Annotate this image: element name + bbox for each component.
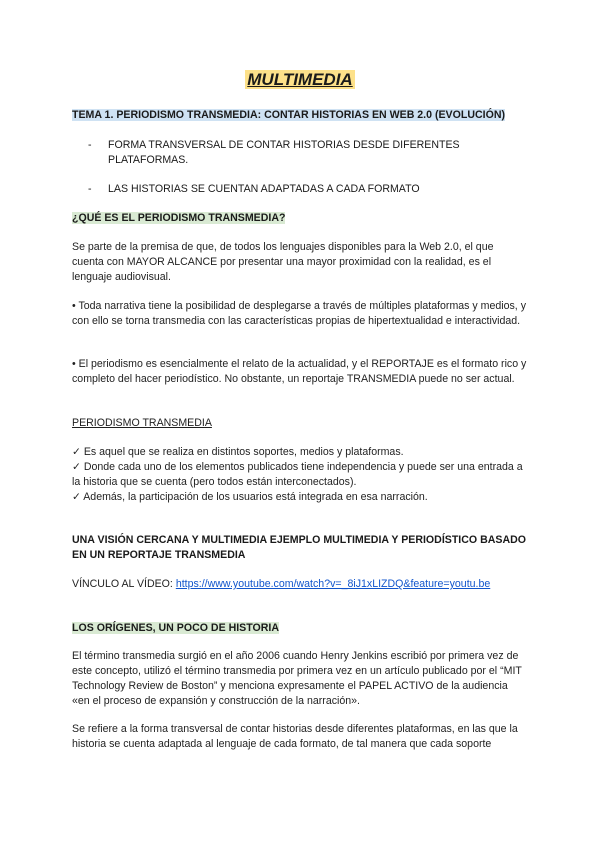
- dash-item: [88, 138, 528, 168]
- paragraph-periodismo: • El periodismo es esencialmente el relato de la actualidad, y el REPORTAJE es el formato rico y completo del hacer periodístico. No obstante, un reportaje TRANSMEDIA puede no ser actual.: [72, 358, 527, 385]
- check-item: ✓ Es aquel que se realiza en distintos soportes, medios y plataformas.: [72, 446, 404, 458]
- dash-list: [88, 138, 528, 197]
- dash-item: [88, 182, 528, 197]
- dash-item-text: LAS HISTORIAS SE CUENTAN ADAPTADAS A CADA FORMATO: [108, 183, 420, 195]
- check-list: [72, 445, 528, 505]
- paragraph-forma-transversal: Se refiere a la forma transversal de contar historias desde diferentes plataformas, en las que la historia se cuenta adaptada al lenguaje de cada formato, de tal manera que cada soporte: [72, 723, 518, 750]
- dash-item-text: FORMA TRANSVERSAL DE CONTAR HISTORIAS DESDE DIFERENTES PLATAFORMAS.: [108, 139, 460, 166]
- que-es-heading-text: ¿QUÉ ES EL PERIODISMO TRANSMEDIA?: [72, 212, 286, 224]
- tema-heading-text: TEMA 1. PERIODISMO TRANSMEDIA: CONTAR HISTORIAS EN WEB 2.0 (EVOLUCIÓN): [72, 109, 505, 121]
- origenes-heading: [72, 621, 279, 636]
- paragraph-premisa: Se parte de la premisa de que, de todos los lenguajes disponibles para la Web 2.0, el que cuenta con MAYOR ALCANCE por presentar una mayor proximidad con la realidad, es el lenguaje audiovisual.: [72, 241, 494, 283]
- check-item: ✓ Además, la participación de los usuarios está integrada en esa narración.: [72, 491, 428, 503]
- video-label: VÍNCULO AL VÍDEO:: [72, 578, 176, 590]
- dash-marker: -: [88, 139, 92, 151]
- document-title: [0, 70, 600, 90]
- dash-marker: -: [88, 183, 92, 195]
- check-item: ✓ Donde cada uno de los elementos publicados tiene independencia y puede ser una entrada a la historia que se cuenta (pero todos están interconectados).: [72, 461, 523, 488]
- periodismo-transmedia-subheading: PERIODISMO TRANSMEDIA: [72, 417, 212, 429]
- document-title-text: MULTIMEDIA: [247, 70, 353, 89]
- tema-heading: [72, 108, 532, 123]
- paragraph-origenes: El término transmedia surgió en el año 2006 cuando Henry Jenkins escribió por primera vez de este concepto, utilizó el término transmedia por primera vez en un artículo publicado por el “MIT Technology Review de Boston” y menciona expresamente el PAPEL ACTIVO de la audiencia «en el proceso de expansión y construcción de la narración».: [72, 650, 522, 707]
- origenes-heading-text: LOS ORÍGENES, UN POCO DE HISTORIA: [72, 622, 279, 634]
- video-link[interactable]: https://www.youtube.com/watch?v=_8iJ1xLIZDQ&feature=youtu.be: [175, 578, 491, 590]
- vision-heading: UNA VISIÓN CERCANA Y MULTIMEDIA EJEMPLO MULTIMEDIA Y PERIODÍSTICO BASADO EN UN REPORTAJE TRANSMEDIA: [72, 534, 526, 561]
- video-line: [72, 577, 542, 592]
- que-es-heading: [72, 211, 285, 226]
- paragraph-narrativa: • Toda narrativa tiene la posibilidad de desplegarse a través de múltiples plataformas y medios, y con ello se torna transmedia con las características propias de hipertextualidad e interactividad.: [72, 300, 526, 327]
